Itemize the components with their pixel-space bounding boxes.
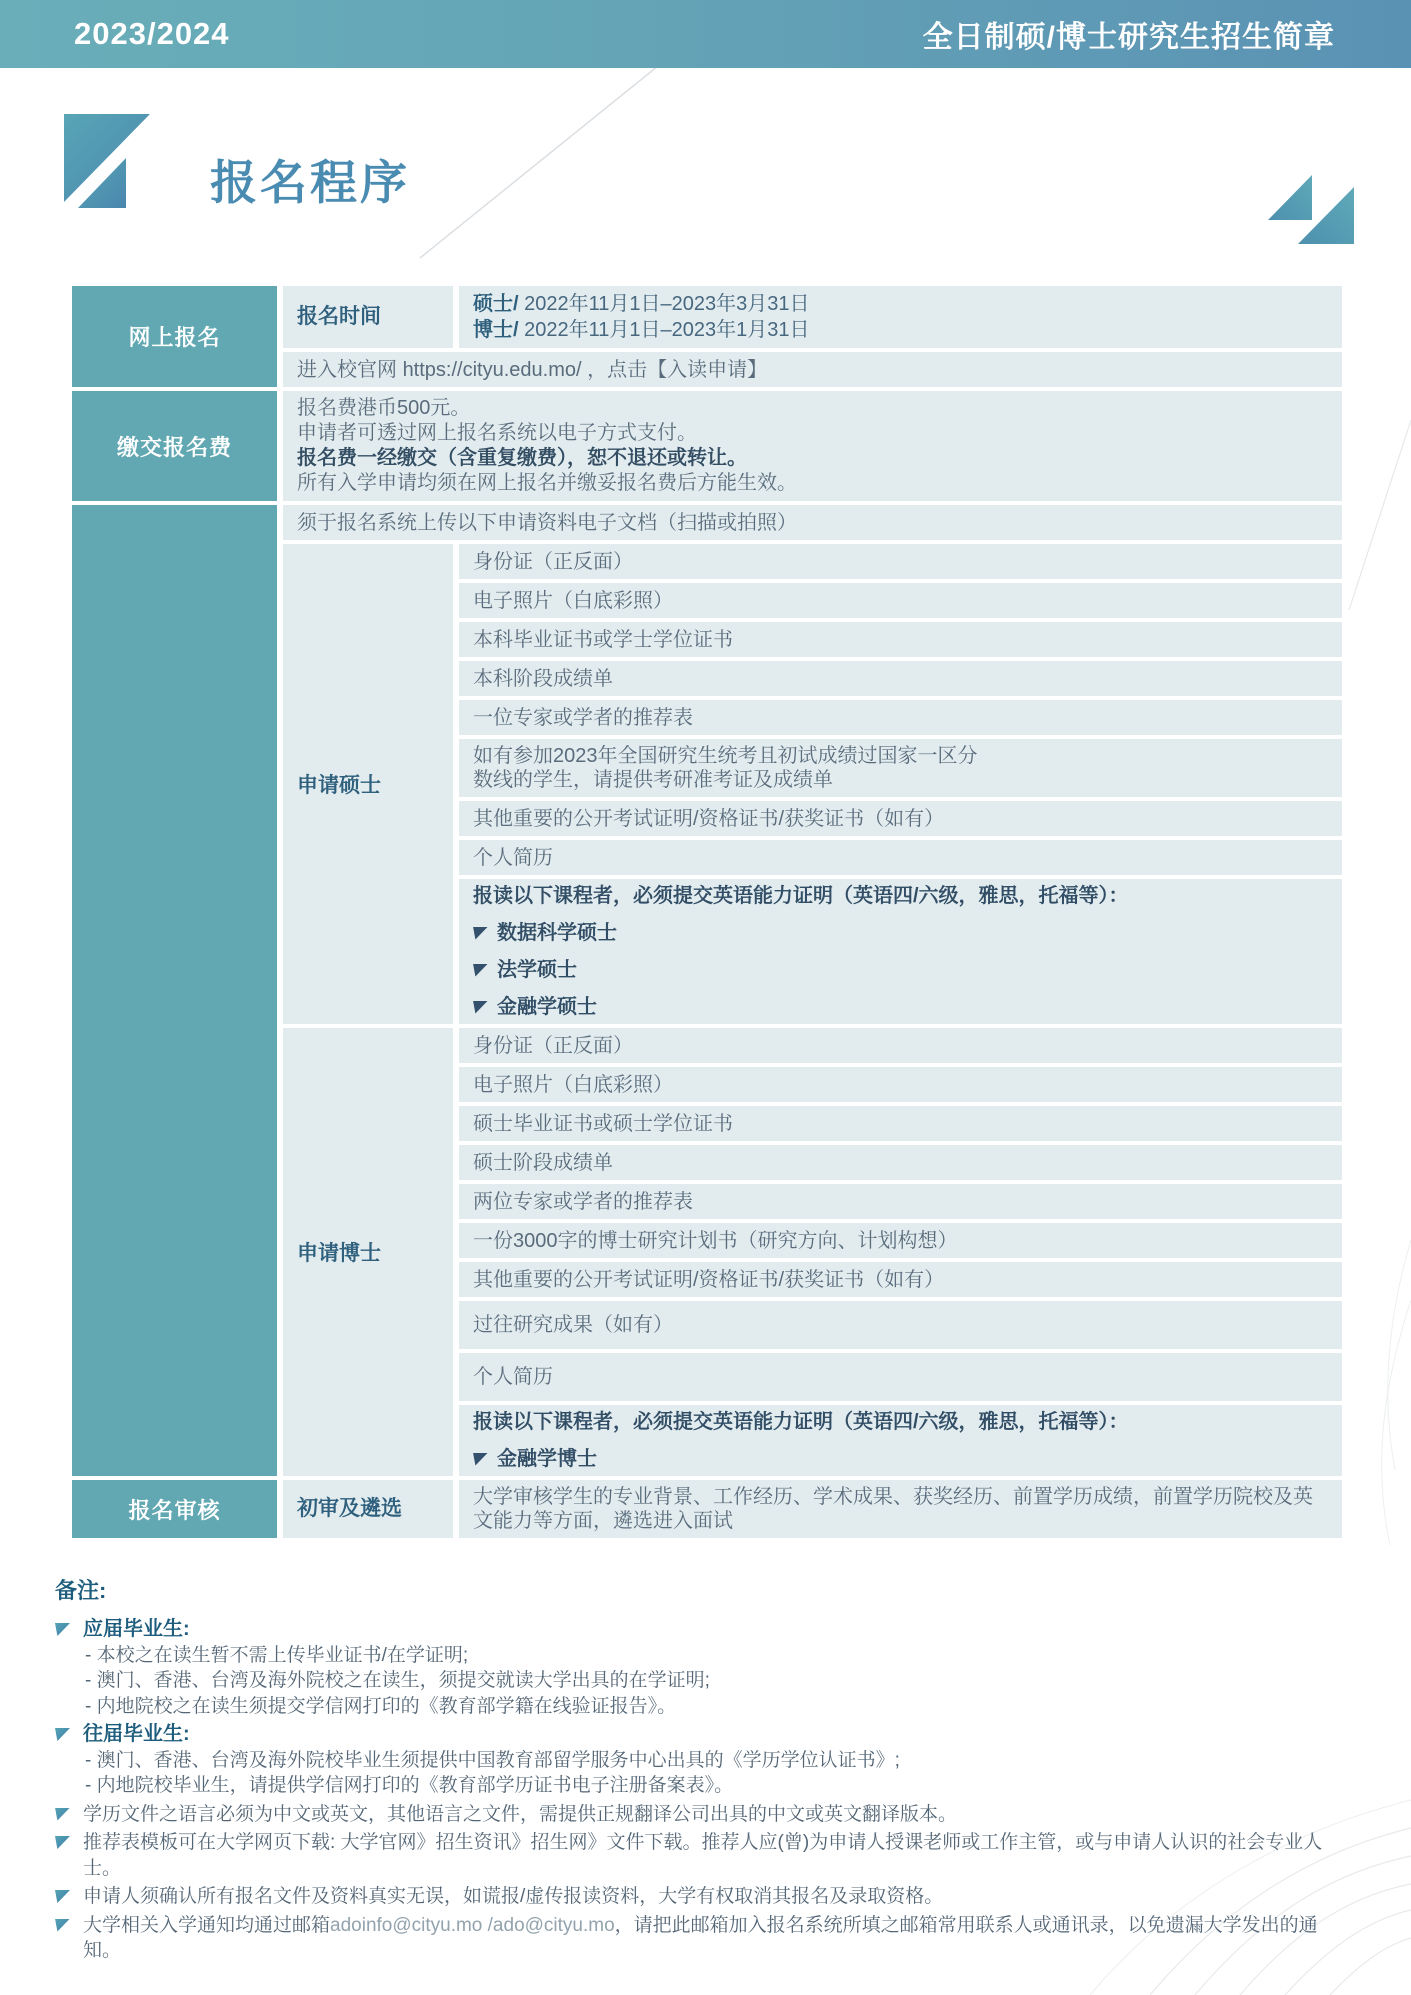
flag-icon <box>473 964 488 977</box>
section-title-row <box>62 112 1411 208</box>
course-name: 金融学硕士 <box>497 996 597 1018</box>
application-period-line <box>473 291 1328 317</box>
masters-document-item: 电子照片（白底彩照） <box>459 583 1342 618</box>
cell-upload-header: 须于报名系统上传以下申请资料电子文档（扫描或拍照） <box>283 505 1342 540</box>
degree-prefix: 硕士/ <box>473 293 519 315</box>
row-label-pay-fee: 缴交报名费 <box>72 391 277 501</box>
note-heading-line: 往届毕业生: <box>83 1723 190 1745</box>
note-body <box>83 1830 1351 1881</box>
application-period-line <box>473 317 1328 343</box>
course-item <box>473 921 1328 945</box>
notes-list <box>55 1617 1351 1964</box>
note-bullet-icon <box>55 1919 70 1932</box>
english-proof-note: 报读以下课程者，必须提交英语能力证明（英语四/六级，雅思，托福等）： <box>473 885 1129 907</box>
logo-mark-icon <box>62 114 156 208</box>
note-bullet-icon <box>55 1808 70 1821</box>
phd-document-item: 个人简历 <box>459 1353 1342 1401</box>
masters-document-item: 个人简历 <box>459 840 1342 875</box>
masters-document-item: 其他重要的公开考试证明/资格证书/获奖证书（如有） <box>459 801 1342 836</box>
phd-document-item: 两位专家或学者的推荐表 <box>459 1184 1342 1219</box>
note-sub-line: - 内地院校毕业生，请提供学信网打印的《教育部学历证书电子注册备案表》。 <box>85 1775 734 1796</box>
masters-document-item: 身份证（正反面） <box>459 544 1342 579</box>
note-body <box>83 1617 1351 1719</box>
note-body <box>83 1884 1351 1910</box>
group-application-review <box>72 1480 1342 1538</box>
note-item <box>55 1722 1351 1799</box>
note-text-line: 学历文件之语言必须为中文或英文，其他语言之文件，需提供正规翻译公司出具的中文或英文翻译版本。 <box>83 1803 958 1825</box>
note-body <box>83 1722 1351 1799</box>
cell-review-description: 大学审核学生的专业背景、工作经历、学术成果、获奖经历、前置学历成绩，前置学历院校及英文能力等方面，遴选进入面试 <box>459 1480 1342 1538</box>
flag-icon <box>473 1001 488 1014</box>
note-sub-line: - 澳门、香港、台湾及海外院校毕业生须提供中国教育部留学服务中心出具的《学历学位认证书》; <box>85 1749 900 1771</box>
note-text-line <box>83 1913 1351 1964</box>
instruction-before: 进入校官网 <box>297 358 403 381</box>
corner-triangles-icon <box>1262 168 1354 244</box>
phd-document-item: 硕士阶段成绩单 <box>459 1145 1342 1180</box>
document-item-line: 如有参加2023年全国研究生统考且初试成绩过国家一区分 <box>473 745 978 767</box>
phd-document-item: 过往研究成果（如有） <box>459 1301 1342 1349</box>
note-item <box>55 1913 1351 1964</box>
note-bullet-icon <box>55 1836 70 1849</box>
cell-review-stage: 初审及遴选 <box>283 1480 453 1538</box>
degree-prefix: 博士/ <box>473 319 519 341</box>
top-bar <box>0 0 1411 68</box>
note-text-line: 推荐表模板可在大学网页下载: 大学官网》招生资讯》招生网》文件下载。推荐人应(曾)为申请人授课老师或工作主管，或与申请人认识的社会专业人士。 <box>83 1832 1323 1879</box>
masters-document-item <box>459 879 1342 1024</box>
group-online-application <box>72 286 1342 387</box>
note-item <box>55 1830 1351 1881</box>
notes-heading: 备注: <box>55 1578 107 1603</box>
note-item <box>55 1884 1351 1910</box>
flag-icon <box>473 927 488 940</box>
phd-document-item: 电子照片（白底彩照） <box>459 1067 1342 1102</box>
period-text: 2022年11月1日–2023年1月31日 <box>518 319 810 341</box>
cell-application-periods <box>459 286 1342 348</box>
document-item-line: 数线的学生，请提供考研准考证及成绩单 <box>473 769 833 791</box>
course-item <box>473 995 1328 1019</box>
course-item <box>473 958 1328 982</box>
phd-document-item: 身份证（正反面） <box>459 1028 1342 1063</box>
note-sub-line: - 澳门、香港、台湾及海外院校之在读生，须提交就读大学出具的在学证明; <box>85 1670 710 1691</box>
label-apply-phd: 申请博士 <box>283 1028 453 1476</box>
phd-document-item: 硕士毕业证书或硕士学位证书 <box>459 1106 1342 1141</box>
masters-document-item: 本科毕业证书或学士学位证书 <box>459 622 1342 657</box>
note-item <box>55 1617 1351 1719</box>
group-upload-documents <box>72 505 1342 1476</box>
fee-info-line: 申请者可透过网上报名系统以电子方式支付。 <box>297 422 697 444</box>
phd-document-item <box>459 1405 1342 1476</box>
masters-document-item <box>459 739 1342 797</box>
note-body <box>83 1913 1351 1964</box>
note-text-before: 大学相关入学通知均通过邮箱 <box>83 1914 331 1936</box>
note-sub-line: - 本校之在读生暂不需上传毕业证书/在学证明; <box>85 1644 469 1666</box>
english-proof-note: 报读以下课程者，必须提交英语能力证明（英语四/六级，雅思，托福等）： <box>473 1411 1129 1433</box>
course-name: 金融学博士 <box>497 1448 597 1470</box>
note-text-line: 申请人须确认所有报名文件及资料真实无误，如谎报/虚传报读资料，大学有权取消其报名及录取资格。 <box>83 1886 944 1907</box>
phd-document-item: 一份3000字的博士研究计划书（研究方向、计划构想） <box>459 1223 1342 1258</box>
fee-info-line: 报名费港币500元。 <box>297 397 471 419</box>
masters-document-item: 本科阶段成绩单 <box>459 661 1342 696</box>
contact-email[interactable]: adoinfo@cityu.mo /ado@cityu.mo <box>330 1914 615 1936</box>
note-text-after: ，请把此邮箱加入报名系统所填之邮箱常用联系人或通讯录，以免遗漏大学发出的通知。 <box>83 1914 1318 1961</box>
group-application-fee <box>72 391 1342 501</box>
row-label-upload <box>72 505 277 1476</box>
cell-fee-info <box>283 391 1342 501</box>
course-item <box>473 1447 1328 1471</box>
phd-document-item: 其他重要的公开考试证明/资格证书/获奖证书（如有） <box>459 1262 1342 1297</box>
academic-year-label: 2023/2024 <box>74 16 230 51</box>
period-text: 2022年11月1日–2023年3月31日 <box>518 293 810 315</box>
note-body <box>83 1802 1351 1828</box>
cell-time-label: 报名时间 <box>283 286 453 348</box>
course-name: 数据科学硕士 <box>497 922 617 944</box>
website-link[interactable]: https://cityu.edu.mo/ <box>402 358 582 381</box>
cell-website-instruction <box>283 352 1342 387</box>
fee-info-line: 报名费一经缴交（含重复缴费），恕不退还或转让。 <box>297 447 747 469</box>
fee-info-line: 所有入学申请均须在网上报名并缴妥报名费后方能生效。 <box>297 472 797 494</box>
course-name: 法学硕士 <box>497 959 577 981</box>
note-bullet-icon <box>55 1890 70 1903</box>
flag-icon <box>473 1453 488 1466</box>
row-label-review: 报名审核 <box>72 1480 277 1538</box>
label-apply-masters: 申请硕士 <box>283 544 453 1024</box>
note-bullet-icon <box>55 1623 70 1636</box>
note-sub-line: - 内地院校之在读生须提交学信网打印的《教育部学籍在线验证报告》。 <box>85 1695 677 1717</box>
note-heading-line: 应届毕业生: <box>83 1618 190 1640</box>
row-label-online-application: 网上报名 <box>72 286 277 387</box>
website-instruction <box>297 358 1328 382</box>
note-bullet-icon <box>55 1728 70 1741</box>
notes-section <box>55 1574 1351 1964</box>
masters-document-item: 一位专家或学者的推荐表 <box>459 700 1342 735</box>
page-title: 报名程序 <box>210 156 410 209</box>
application-procedure-table <box>72 286 1342 1538</box>
instruction-after: ，点击【入读申请】 <box>581 358 768 381</box>
document-title: 全日制硕/博士研究生招生简章 <box>922 21 1335 54</box>
note-item <box>55 1802 1351 1828</box>
